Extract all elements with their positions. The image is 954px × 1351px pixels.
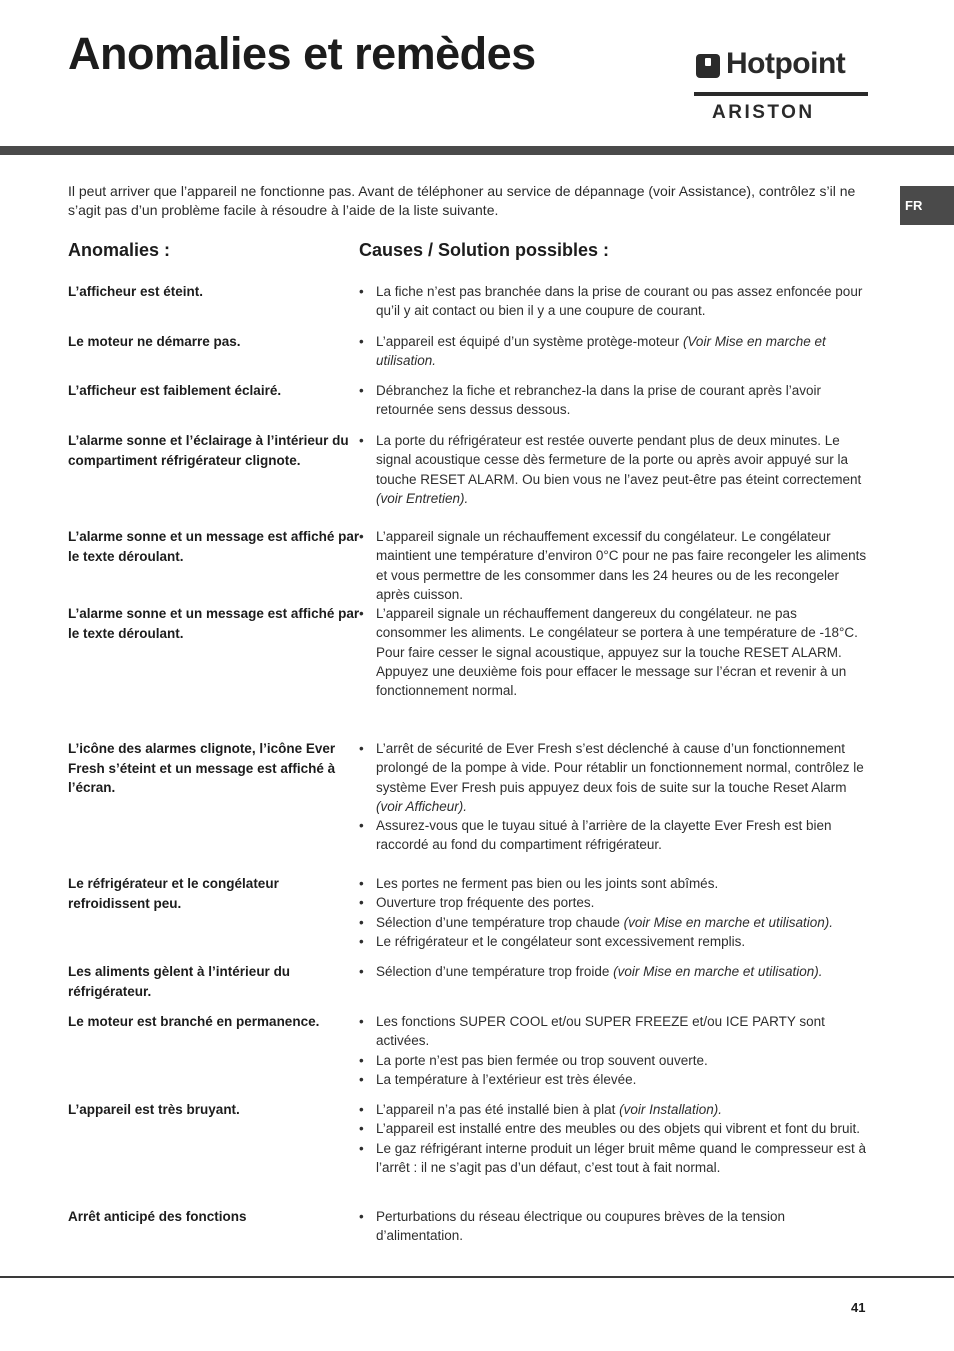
- anomaly-label: Le moteur est branché en permanence.: [68, 1014, 320, 1029]
- cause-item: [359, 1139, 869, 1178]
- brand-name: Hotpoint: [726, 47, 846, 80]
- brand-subname: ARISTON: [712, 102, 815, 123]
- cause-text: La température à l’extérieur est très élevée.: [376, 1071, 637, 1087]
- bullet-icon: •: [359, 606, 364, 621]
- bullet-icon: •: [359, 1071, 364, 1087]
- bullet-icon: •: [359, 1102, 364, 1117]
- cause-item: [359, 893, 869, 912]
- causes-list: [359, 1012, 869, 1089]
- cause-item: [359, 381, 869, 420]
- cause-item: [359, 604, 869, 700]
- causes-list: [359, 527, 869, 604]
- causes-list: [359, 874, 869, 951]
- page-title: Anomalies et remèdes: [68, 28, 536, 79]
- cause-reference: (Voir Mise en marche et utilisation.: [376, 334, 826, 369]
- bullet-icon: •: [359, 433, 364, 448]
- cause-reference: (voir Mise en marche et utilisation).: [623, 914, 833, 930]
- causes-list: [359, 1100, 869, 1177]
- cause-item: [359, 1012, 869, 1051]
- cause-item: [359, 332, 869, 371]
- bullet-icon: •: [359, 1209, 364, 1224]
- cause-text: Les portes ne ferment pas bien ou les joints sont abîmés.: [376, 876, 719, 891]
- cause-text: Ouverture trop fréquente des portes.: [376, 895, 595, 911]
- brand-logo: [694, 47, 870, 126]
- causes-list: [359, 962, 869, 981]
- bullet-icon: •: [359, 933, 364, 949]
- cause-text: Les fonctions SUPER COOL et/ou SUPER FREEZE et/ou ICE PARTY sont activées.: [376, 1014, 825, 1049]
- footer-divider: [0, 1276, 954, 1278]
- cause-reference: (voir Mise en marche et utilisation).: [613, 964, 823, 979]
- cause-text: Sélection d’une température trop chaude: [376, 914, 624, 930]
- anomalies-heading: Anomalies :: [68, 240, 171, 260]
- causes-list: [359, 282, 869, 321]
- cause-item: [359, 1070, 869, 1089]
- cause-item: [359, 1100, 869, 1119]
- cause-text: L’arrêt de sécurité de Ever Fresh s’est déclenché à cause d’un fonctionnement prolongé de la pompe à vide. Pour rétablir un fonctionnement normal, contrôlez le système Ever Fresh puis appuyez deux fois de suite sur la touche Reset Alarm: [376, 741, 864, 795]
- bullet-icon: •: [359, 741, 364, 756]
- brand-divider: [694, 92, 868, 96]
- cause-item: [359, 282, 869, 321]
- cause-item: [359, 874, 869, 893]
- causes-list: [359, 604, 869, 700]
- cause-text: Perturbations du réseau électrique ou coupures brèves de la tension d’alimentation.: [376, 1209, 786, 1244]
- bullet-icon: •: [359, 284, 364, 299]
- anomaly-label: L’afficheur est faiblement éclairé.: [68, 383, 282, 398]
- bullet-icon: •: [359, 1140, 364, 1156]
- causes-heading: Causes / Solution possibles :: [359, 240, 610, 260]
- anomaly-label: L’alarme sonne et un message est affiché par le texte déroulant.: [68, 529, 360, 564]
- anomaly-label: L’afficheur est éteint.: [68, 284, 204, 299]
- cause-item: [359, 431, 869, 508]
- causes-list: [359, 1207, 869, 1246]
- bullet-icon: •: [359, 334, 364, 349]
- cause-text: Sélection d’une température trop froide: [376, 964, 614, 979]
- cause-item: [359, 932, 869, 951]
- cause-text: Assurez-vous que le tuyau situé à l’arrière de la clayette Ever Fresh est bien raccordé au fond du compartiment réfrigérateur.: [376, 818, 832, 853]
- intro-paragraph: Il peut arriver que l’appareil ne fonctionne pas. Avant de téléphoner au service de dépannage (voir Assistance), contrôlez s’il ne s’agit pas d’un problème facile à résoudre à l’aide de la liste suivante.: [68, 183, 856, 218]
- cause-item: [359, 739, 869, 816]
- causes-list: [359, 431, 869, 508]
- bullet-icon: •: [359, 964, 364, 979]
- causes-list: [359, 332, 869, 371]
- cause-text: L’appareil n’a pas été installé bien à plat: [376, 1102, 620, 1117]
- bullet-icon: •: [359, 529, 364, 544]
- cause-text: Le réfrigérateur et le congélateur sont excessivement remplis.: [376, 933, 746, 949]
- bullet-icon: •: [359, 914, 364, 930]
- cause-text: La porte n’est pas bien fermée ou trop souvent ouverte.: [376, 1052, 708, 1068]
- cause-text: Débranchez la fiche et rebranchez-la dans la prise de courant après l’avoir retournée sens dessus dessous.: [376, 383, 821, 418]
- anomaly-label: L’alarme sonne et un message est affiché par le texte déroulant.: [68, 606, 360, 641]
- bullet-icon: •: [359, 383, 364, 398]
- causes-list: [359, 739, 869, 855]
- anomaly-label: Le réfrigérateur et le congélateur refroidissent peu.: [68, 876, 279, 911]
- bullet-icon: •: [359, 895, 364, 911]
- brand-mark-icon: [696, 54, 720, 78]
- bullet-icon: •: [359, 1014, 364, 1029]
- header-divider: [0, 146, 954, 155]
- cause-text: L’appareil signale un réchauffement excessif du congélateur. Le congélateur maintient une température d’environ 0°C pour ne pas faire recongeler les aliments et vous permettre de les consommer dans les 24 heures ou de les recongeler après cuisson.: [376, 529, 867, 602]
- anomaly-label: Le moteur ne démarre pas.: [68, 334, 241, 349]
- cause-item: [359, 962, 869, 981]
- cause-item: [359, 913, 869, 932]
- bullet-icon: •: [359, 1121, 364, 1137]
- cause-item: [359, 816, 869, 855]
- anomaly-label: Les aliments gèlent à l’intérieur du réfrigérateur.: [68, 964, 291, 999]
- cause-item: [359, 1119, 869, 1138]
- anomaly-label: L’icône des alarmes clignote, l’icône Ever Fresh s’éteint et un message est affiché à l’écran.: [68, 741, 336, 795]
- cause-text: La fiche n’est pas branchée dans la prise de courant ou pas assez enfoncée pour qu’il y ait contact ou bien il y a une coupure de courant.: [376, 284, 863, 319]
- cause-text: L’appareil est installé entre des meubles ou des objets qui vibrent et font du bruit.: [376, 1121, 861, 1137]
- bullet-icon: •: [359, 876, 364, 891]
- causes-list: [359, 381, 869, 420]
- cause-item: [359, 1207, 869, 1246]
- cause-reference: (voir Afficheur).: [376, 798, 468, 814]
- cause-text: Le gaz réfrigérant interne produit un léger bruit même quand le compresseur est à l’arrêt : il ne s’agit pas d’un défaut, c’est tout à fait normal.: [376, 1140, 867, 1175]
- language-tab: FR: [900, 186, 954, 225]
- anomaly-label: Arrêt anticipé des fonctions: [68, 1209, 247, 1224]
- cause-item: [359, 527, 869, 604]
- cause-text: L’appareil signale un réchauffement dangereux du congélateur. ne pas consommer les aliments. Le congélateur se portera à une température de -18°C. Pour faire cesser le signal acoustique, appuyez sur la touche RESET ALARM. Appuyez une deuxième fois pour effacer le message sur l’écran et revenir à un fonctionnement normal.: [376, 606, 858, 699]
- page-number: 41: [851, 1300, 866, 1315]
- anomaly-label: L’appareil est très bruyant.: [68, 1102, 240, 1117]
- bullet-icon: •: [359, 1052, 364, 1068]
- bullet-icon: •: [359, 818, 364, 834]
- cause-reference: (voir Entretien).: [376, 490, 469, 506]
- anomaly-label: L’alarme sonne et l’éclairage à l’intérieur du compartiment réfrigérateur clignote.: [68, 433, 349, 468]
- cause-text: La porte du réfrigérateur est restée ouverte pendant plus de deux minutes. Le signal acoustique cesse dès fermeture de la porte ou après avoir appuyé sur la touche RESET ALARM. Ou bien vous ne l’avez peut-être pas éteint correctement: [376, 433, 862, 487]
- cause-item: [359, 1051, 869, 1070]
- cause-reference: (voir Installation).: [619, 1102, 722, 1117]
- cause-text: L’appareil est équipé d’un système protège-moteur: [376, 334, 683, 349]
